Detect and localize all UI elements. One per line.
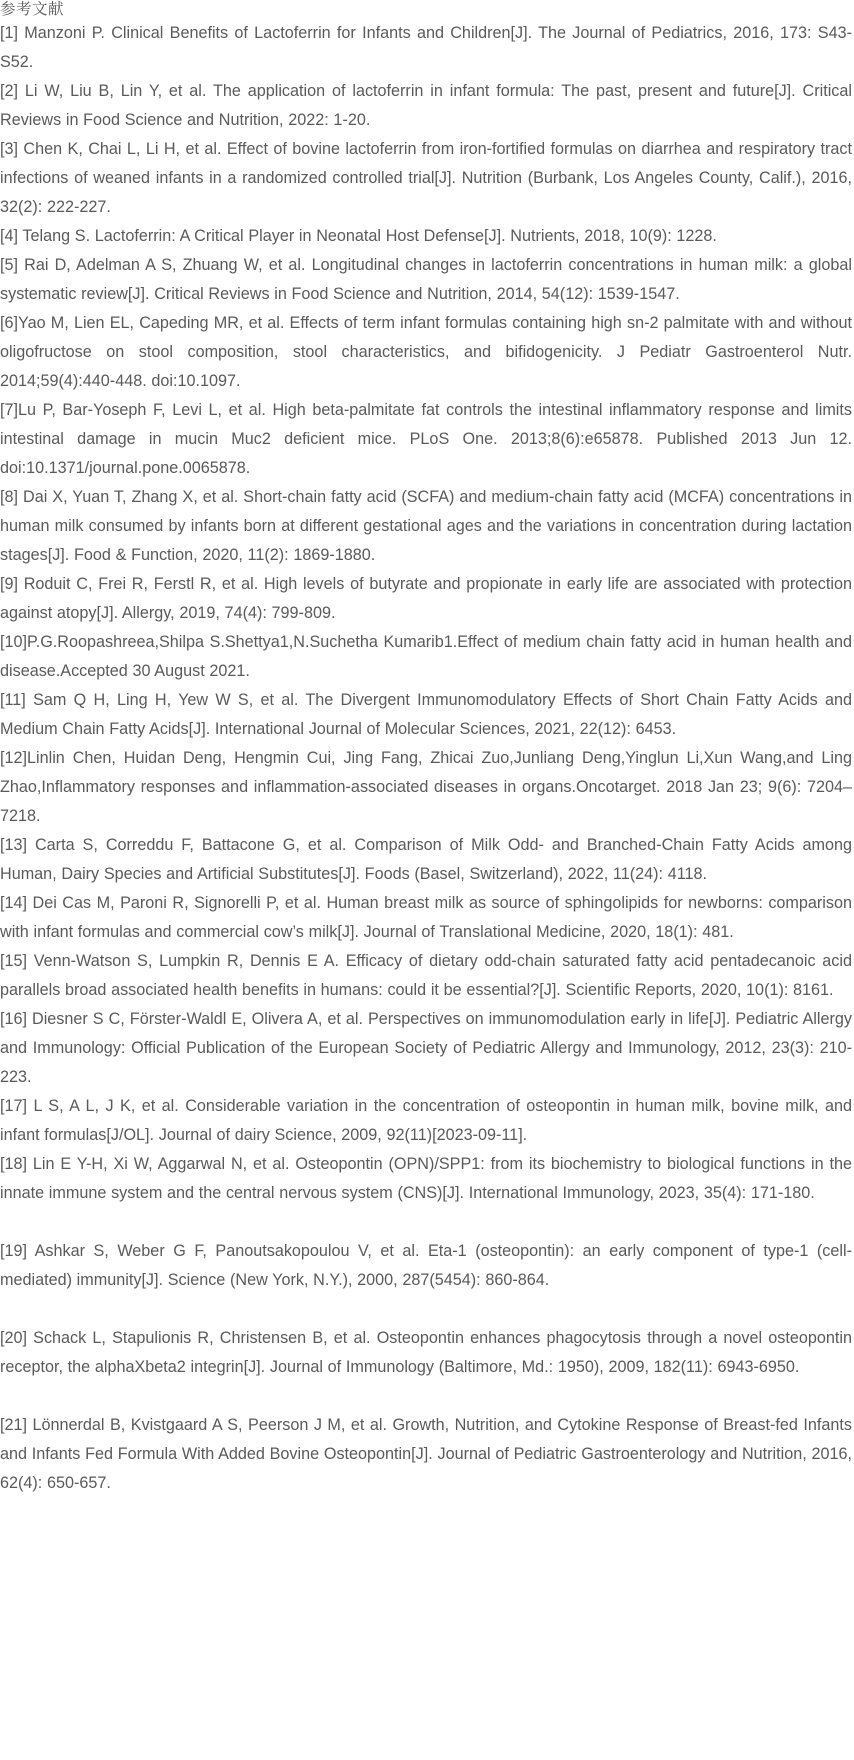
reference-item-14: [14] Dei Cas M, Paroni R, Signorelli P, et al. Human breast milk as source of sphingolipids for newborns: comparison with infant formulas and commercial cow’s milk[J]. Journal of Translational Medicine, 2020, 18(1): 481.	[0, 894, 852, 941]
reference-item-12: [12]Linlin Chen, Huidan Deng, Hengmin Cui, Jing Fang, Zhicai Zuo,Junliang Deng,Yinglun Li,Xun Wang,and Ling Zhao,Inflammatory responses and inflammation-associated diseases in organs.Oncotarget. 2018 Jan 23; 9(6): 7204–7218.	[0, 749, 852, 825]
reference-item-15: [15] Venn-Watson S, Lumpkin R, Dennis E A. Efficacy of dietary odd-chain saturated fatty acid pentadecanoic acid parallels broad associated health benefits in humans: could it be essential?[J]. Scientific Reports, 2020, 10(1): 8161.	[0, 952, 852, 999]
reference-item-11: [11] Sam Q H, Ling H, Yew W S, et al. The Divergent Immunomodulatory Effects of Short Chain Fatty Acids and Medium Chain Fatty Acids[J]. International Journal of Molecular Sciences, 2021, 22(12): 6453.	[0, 691, 852, 738]
reference-item-13: [13] Carta S, Correddu F, Battacone G, et al. Comparison of Milk Odd- and Branched-Chain Fatty Acids among Human, Dairy Species and Artificial Substitutes[J]. Foods (Basel, Switzerland), 2022, 11(24): 4118.	[0, 836, 852, 883]
reference-item-18: [18] Lin E Y-H, Xi W, Aggarwal N, et al. Osteopontin (OPN)/SPP1: from its biochemistry to biological functions in the innate immune system and the central nervous system (CNS)[J]. International Immunology, 2023, 35(4): 171-180.	[0, 1155, 852, 1202]
references-heading: 参考文献	[0, 1, 65, 18]
reference-item-20: [20] Schack L, Stapulionis R, Christensen B, et al. Osteopontin enhances phagocytosis through a novel osteopontin receptor, the alphaXbeta2 integrin[J]. Journal of Immunology (Baltimore, Md.: 1950), 2009, 182(11): 6943-6950.	[0, 1329, 852, 1376]
reference-item-16: [16] Diesner S C, Förster-Waldl E, Olivera A, et al. Perspectives on immunomodulation early in life[J]. Pediatric Allergy and Immunology: Official Publication of the European Society of Pediatric Allergy and Immunology, 2012, 23(3): 210-223.	[0, 1010, 852, 1086]
reference-item-2: [2] Li W, Liu B, Lin Y, et al. The application of lactoferrin in infant formula: The past, present and future[J]. Critical Reviews in Food Science and Nutrition, 2022: 1-20.	[0, 82, 852, 129]
reference-item-17: [17] L S, A L, J K, et al. Considerable variation in the concentration of osteopontin in human milk, bovine milk, and infant formulas[J/OL]. Journal of dairy Science, 2009, 92(11)[2023-09-11].	[0, 1097, 852, 1144]
reference-list	[0, 19, 852, 1498]
reference-item-8: [8] Dai X, Yuan T, Zhang X, et al. Short-chain fatty acid (SCFA) and medium-chain fatty acid (MCFA) concentrations in human milk consumed by infants born at different gestational ages and the variations in concentration during lactation stages[J]. Food & Function, 2020, 11(2): 1869-1880.	[0, 488, 852, 564]
reference-item-9: [9] Roduit C, Frei R, Ferstl R, et al. High levels of butyrate and propionate in early life are associated with protection against atopy[J]. Allergy, 2019, 74(4): 799-809.	[0, 575, 852, 622]
reference-item-5: [5] Rai D, Adelman A S, Zhuang W, et al. Longitudinal changes in lactoferrin concentrations in human milk: a global systematic review[J]. Critical Reviews in Food Science and Nutrition, 2014, 54(12): 1539-1547.	[0, 256, 852, 303]
reference-item-7: [7]Lu P, Bar-Yoseph F, Levi L, et al. High beta-palmitate fat controls the intestinal inflammatory response and limits intestinal damage in mucin Muc2 deficient mice. PLoS One. 2013;8(6):e65878. Published 2013 Jun 12. doi:10.1371/journal.pone.0065878.	[0, 401, 852, 477]
reference-item-21: [21] Lönnerdal B, Kvistgaard A S, Peerson J M, et al. Growth, Nutrition, and Cytokine Response of Breast-fed Infants and Infants Fed Formula With Added Bovine Osteopontin[J]. Journal of Pediatric Gastroenterology and Nutrition, 2016, 62(4): 650-657.	[0, 1416, 852, 1492]
reference-item-1: [1] Manzoni P. Clinical Benefits of Lactoferrin for Infants and Children[J]. The Journal of Pediatrics, 2016, 173: S43-S52.	[0, 24, 852, 71]
reference-item-3: [3] Chen K, Chai L, Li H, et al. Effect of bovine lactoferrin from iron-fortified formulas on diarrhea and respiratory tract infections of weaned infants in a randomized controlled trial[J]. Nutrition (Burbank, Los Angeles County, Calif.), 2016, 32(2): 222-227.	[0, 140, 852, 216]
reference-item-19: [19] Ashkar S, Weber G F, Panoutsakopoulou V, et al. Eta-1 (osteopontin): an early component of type-1 (cell-mediated) immunity[J]. Science (New York, N.Y.), 2000, 287(5454): 860-864.	[0, 1242, 852, 1289]
reference-item-4: [4] Telang S. Lactoferrin: A Critical Player in Neonatal Host Defense[J]. Nutrients, 2018, 10(9): 1228.	[0, 227, 717, 245]
reference-item-6: [6]Yao M, Lien EL, Capeding MR, et al. Effects of term infant formulas containing high sn-2 palmitate with and without oligofructose on stool composition, stool characteristics, and bifidogenicity. J Pediatr Gastroenterol Nutr. 2014;59(4):440-448. doi:10.1097.	[0, 314, 852, 390]
reference-item-10: [10]P.G.Roopashreea,Shilpa S.Shettya1,N.Suchetha Kumarib1.Effect of medium chain fatty acid in human health and disease.Accepted 30 August 2021.	[0, 633, 852, 680]
